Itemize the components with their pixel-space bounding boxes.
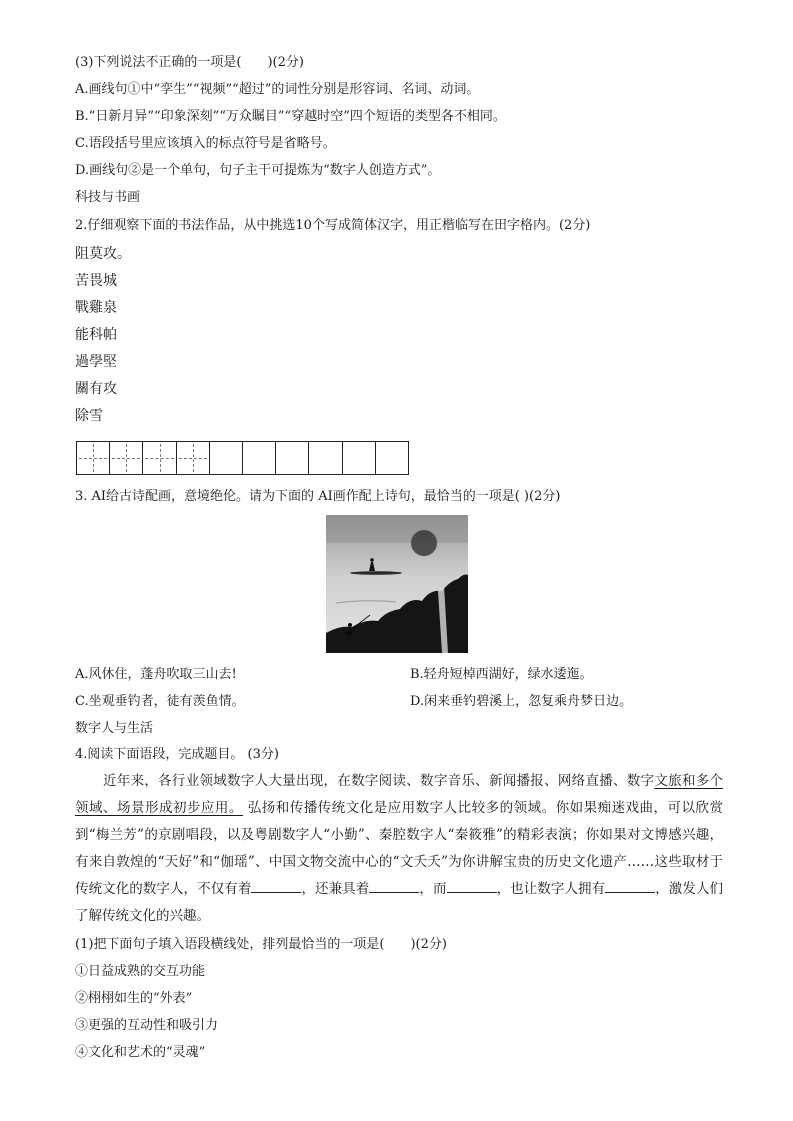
grid-cell[interactable] — [210, 442, 243, 474]
grid-cell[interactable] — [143, 442, 176, 474]
section-heading-tech-calligraphy: 科技与书画 — [75, 190, 141, 205]
answer-blank[interactable] — [605, 880, 655, 893]
q3-sub-option-b: B.“日新月异”“印象深刻”“万众瞩目”“穿越时空”四个短语的类型各不相同。 — [75, 109, 506, 124]
calligraphy-line: 苦畏城 — [75, 273, 117, 289]
passage-text: ，激发人们了解传统文化的兴趣。 — [75, 881, 724, 924]
passage-text: ，还兼具着 — [301, 881, 370, 897]
q3-stem: 3. AI给古诗配画，意境绝伦。请为下面的 AI画作配上诗句，最恰当的一项是( )(2分) — [75, 489, 561, 504]
grid-cell[interactable] — [77, 442, 110, 474]
grid-cell[interactable] — [343, 442, 376, 474]
calligraphy-line: 除雪 — [75, 408, 103, 424]
q3-option-b: B.轻舟短棹西湖好，绿水逶迤。 — [410, 667, 593, 682]
ordering-item: ②栩栩如生的“外表” — [75, 991, 193, 1006]
grid-cell[interactable] — [376, 442, 408, 474]
q3-sub-stem: (3)下列说法不正确的一项是( )(2分) — [75, 55, 304, 70]
q4-sub1-stem: (1)把下面句子填入语段横线处，排列最恰当的一项是( )(2分) — [75, 937, 447, 952]
calligraphy-line: 戰雞泉 — [75, 300, 117, 316]
grid-cell[interactable] — [276, 442, 309, 474]
q3-sub-option-a: A.画线句①中“孪生”“视频”“超过”的词性分别是形容词、名词、动词。 — [75, 82, 480, 97]
ordering-item: ①日益成熟的交互功能 — [75, 964, 206, 979]
q3-option-a: A.风休住，蓬舟吹取三山去! — [75, 667, 237, 682]
q4-stem: 4.阅读下面语段，完成题目。 (3分) — [75, 747, 279, 762]
passage-text: 近年来，各行业领域数字人大量出现，在数字阅读、数字音乐、新闻播报、网络直播、数字 — [103, 773, 655, 789]
grid-cell[interactable] — [243, 442, 276, 474]
q3-sub-option-c: C.语段括号里应该填入的标点符号是省略号。 — [75, 136, 336, 151]
calligraphy-line: 過學堅 — [75, 354, 117, 370]
answer-blank[interactable] — [369, 880, 419, 893]
underlined-sentence-1: 文旅和多个领域、场景形成初步应用。 — [75, 773, 724, 816]
ordering-item: ④文化和艺术的“灵魂” — [75, 1045, 206, 1060]
grid-cell[interactable] — [309, 442, 342, 474]
passage-text: 弘扬和传播传统文化是应用数字人比较多的领域。你如果痴迷戏曲，可以欣赏到“梅兰芳”的京剧唱段，以及粤剧数字人“小勤”、秦腔数字人“秦筱雅”的精彩表演；你如果对文博感兴趣，有来自敦煌的“天好”和“伽瑶”、中国文物交流中心的“文夭夭”为你讲解宝贵的历史文化遗产……这些取材于传统文化的数字人，不仅有着 — [75, 800, 724, 897]
q4-reading-passage — [75, 768, 723, 930]
answer-blank[interactable] — [447, 880, 497, 893]
ai-ink-painting-image — [326, 515, 468, 653]
q3-option-d: D.闲来垂钓碧溪上，忽复乘舟梦日边。 — [410, 694, 633, 709]
passage-text: ，而 — [419, 881, 447, 897]
answer-blank[interactable] — [251, 880, 301, 893]
section-heading-digital-human-life: 数字人与生活 — [75, 721, 154, 736]
calligraphy-line: 關有攻 — [75, 381, 117, 397]
ordering-item: ③更强的互动性和吸引力 — [75, 1018, 219, 1033]
passage-text: ，也让数字人拥有 — [496, 881, 606, 897]
tianzige-writing-grid[interactable] — [76, 441, 409, 475]
q3-option-c: C.坐观垂钓者，徒有羡鱼情。 — [75, 694, 245, 709]
q2-stem: 2.仔细观察下面的书法作品，从中挑选10个写成简体汉字，用正楷临写在田字格内。(2分) — [75, 218, 591, 233]
calligraphy-line: 阻莫攻。 — [75, 246, 131, 262]
grid-cell[interactable] — [177, 442, 210, 474]
calligraphy-line: 能科帕 — [75, 327, 117, 343]
grid-cell[interactable] — [110, 442, 143, 474]
q3-sub-option-d: D.画线句②是一个单句，句子主干可提炼为“数字人创造方式”。 — [75, 163, 441, 178]
